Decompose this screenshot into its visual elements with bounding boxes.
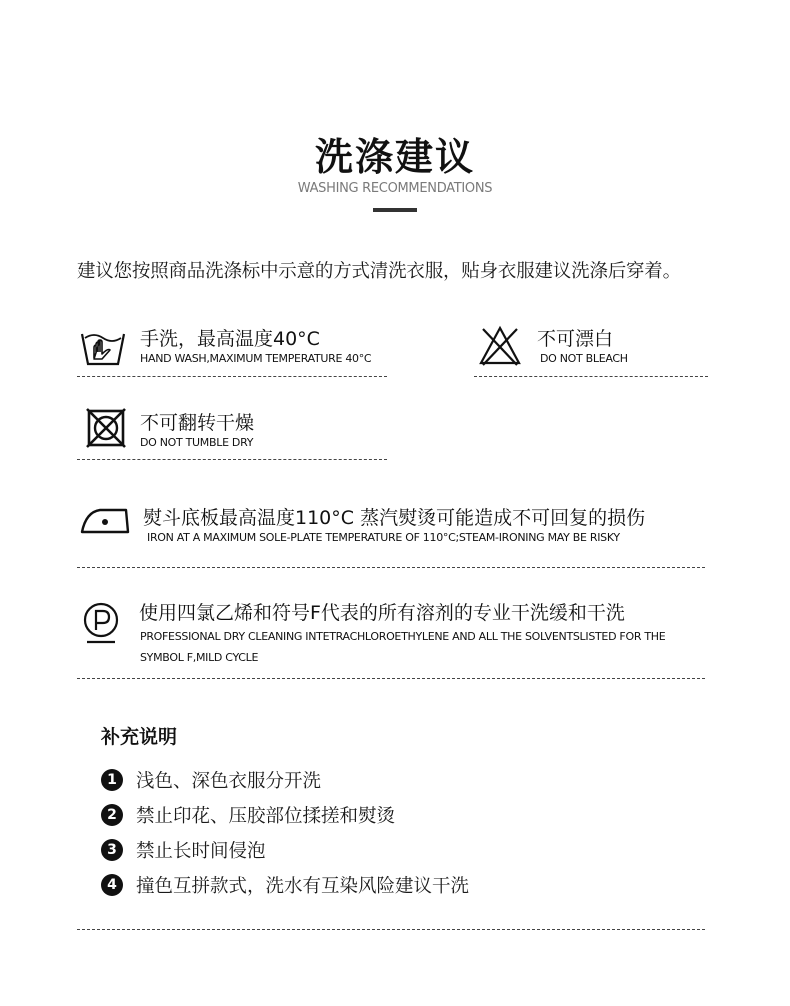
divider — [474, 376, 708, 377]
intro-text: 建议您按照商品洗涤标中示意的方式清洗衣服，贴身衣服建议洗涤后穿着。 — [77, 261, 681, 282]
supplement-title: 补充说明 — [101, 726, 178, 748]
no-tumble-dry-icon — [86, 408, 126, 448]
list-item — [101, 767, 321, 793]
divider — [77, 929, 705, 930]
dry-clean-label-en-line2: SYMBOL F,MILD CYCLE — [140, 651, 259, 664]
no-bleach-label-cn: 不可漂白 — [537, 328, 614, 350]
title-underline — [373, 208, 417, 212]
no-tumble-dry-label-en: DO NOT TUMBLE DRY — [140, 436, 254, 449]
no-tumble-dry-label-cn: 不可翻转干燥 — [140, 412, 255, 434]
divider — [77, 376, 387, 377]
iron-icon — [80, 504, 132, 536]
note-text: 禁止印花、压胶部位揉搓和熨烫 — [136, 806, 396, 827]
list-item — [101, 837, 266, 863]
page-title: 洗涤建议 — [314, 135, 475, 179]
divider — [77, 459, 387, 460]
number-badge: 1 — [101, 769, 123, 791]
hand-wash-label-en: HAND WASH,MAXIMUM TEMPERATURE 40°C — [140, 352, 372, 365]
list-item — [101, 872, 469, 898]
iron-label-en: IRON AT A MAXIMUM SOLE-PLATE TEMPERATURE OF 110°C;STEAM-IRONING MAY BE RISKY — [147, 531, 620, 544]
list-item — [101, 802, 395, 828]
divider — [77, 678, 705, 679]
dry-clean-label-en-line1: PROFESSIONAL DRY CLEANING INTETRACHLOROETHYLENE AND ALL THE SOLVENTSLISTED FOR THE — [140, 630, 666, 643]
dry-clean-label-cn: 使用四氯乙烯和符号F代表的所有溶剂的专业干洗缓和干洗 — [139, 602, 625, 624]
divider — [77, 567, 705, 568]
note-text: 撞色互拼款式，洗水有互染风险建议干洗 — [136, 876, 470, 897]
hand-wash-icon — [80, 328, 126, 368]
page-subtitle: WASHING RECOMMENDATIONS — [297, 181, 493, 196]
no-bleach-icon — [478, 325, 522, 367]
hand-wash-label-cn: 手洗，最高温度40°C — [140, 328, 320, 350]
number-badge: 4 — [101, 874, 123, 896]
dry-clean-p-icon — [82, 602, 120, 646]
note-text: 浅色、深色衣服分开洗 — [136, 771, 322, 792]
iron-label-cn: 熨斗底板最高温度110°C 蒸汽熨烫可能造成不可回复的损伤 — [143, 507, 646, 529]
number-badge: 3 — [101, 839, 123, 861]
no-bleach-label-en: DO NOT BLEACH — [540, 352, 628, 365]
note-text: 禁止长时间侵泡 — [136, 841, 266, 862]
number-badge: 2 — [101, 804, 123, 826]
